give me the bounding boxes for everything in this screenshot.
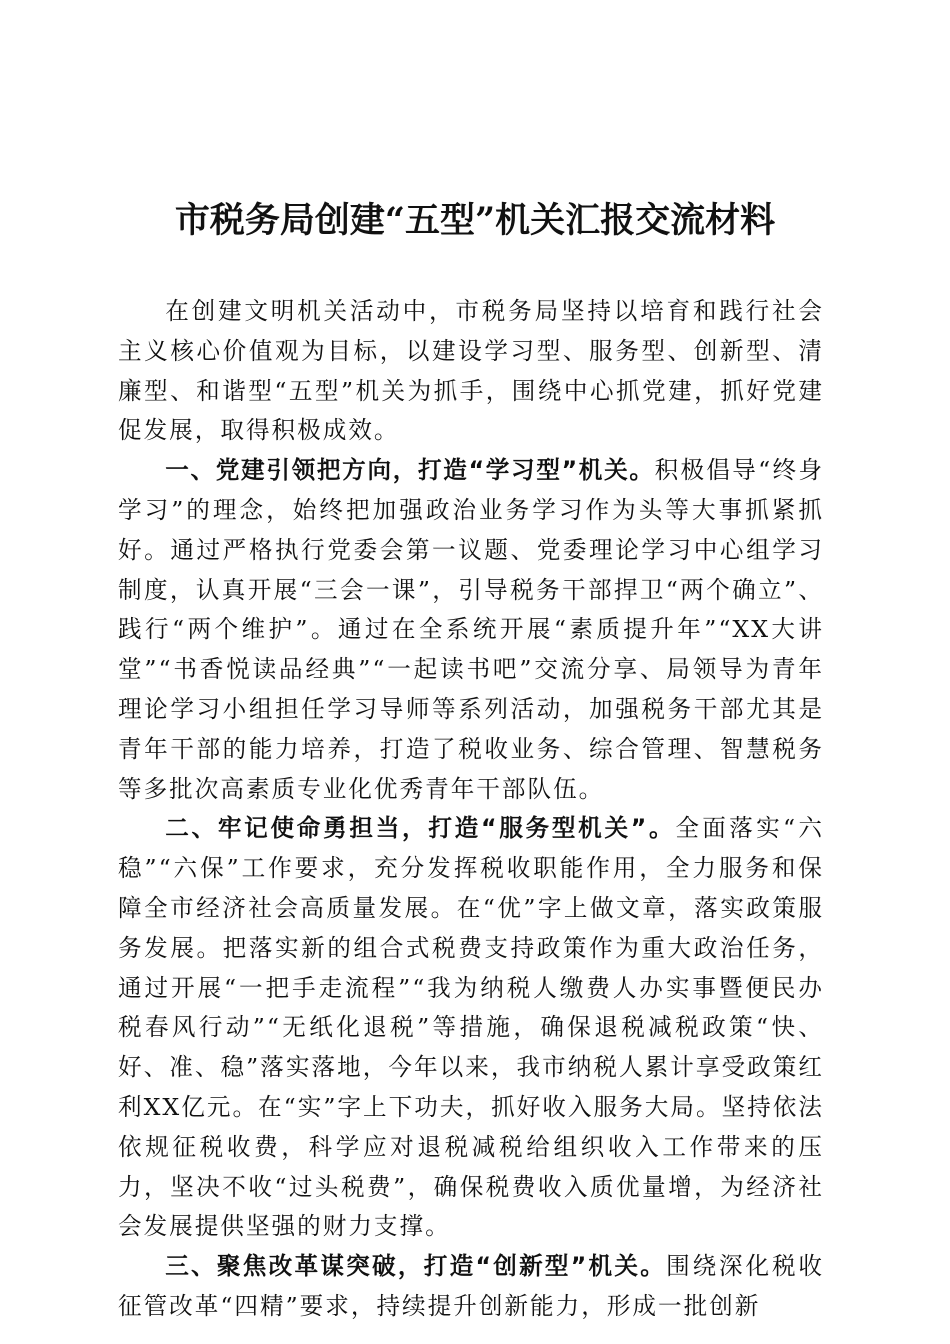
document-body (118, 292, 824, 1327)
section-3-heading: 三、聚焦改革谋突破，打造“创新型”机关。 (165, 1252, 667, 1281)
section-2-text: 全面落实“六稳”“六保”工作要求，充分发挥税收职能作用，全力服务和保障全市经济社会高质量发展。在“优”字上做文章，落实政策服务发展。把落实新的组合式税费支持政策作为重大政治任务，通过开展“一把手走流程”“我为纳税人缴费人办实事暨便民办税春风行动”“无纸化退税”等措施，确保退税减税政策“快、好、准、稳”落实落地，今年以来，我市纳税人累计享受政策红利XX亿元。在“实”字上下功夫，抓好收入服务大局。坚持依法依规征税收费，科学应对退税减税给组织收入工作带来的压力，坚决不收“过头税费”，确保税费收入质优量增，为经济社会发展提供坚强的财力支撑。 (118, 814, 825, 1241)
section-2-heading: 二、牢记使命勇担当，打造“服务型机关”。 (165, 814, 676, 843)
section-1-text: 积极倡导“终身学习”的理念，始终把加强政治业务学习作为头等大事抓紧抓好。通过严格执行党委会第一议题、党委理论学习中心组学习制度，认真开展“三会一课”，引导税务干部捍卫“两个确立”、践行“两个维护”。通过在全系统开展“素质提升年”“XX大讲堂”“书香悦读品经典”“一起读书吧”交流分享、局领导为青年理论学习小组担任学习导师等系列活动，加强税务干部尤其是青年干部的能力培养，打造了税收业务、综合管理、智慧税务等多批次高素质专业化优秀青年干部队伍。 (118, 456, 825, 803)
document-title: 市税务局创建“五型”机关汇报交流材料 (174, 200, 776, 241)
intro-paragraph: 在创建文明机关活动中，市税务局坚持以培育和践行社会主义核心价值观为目标，以建设学习型、服务型、创新型、清廉型、和谐型“五型”机关为抓手，围绕中心抓党建，抓好党建促发展，取得积极成效。 (118, 297, 824, 445)
section-3-text: 围绕深化税收征管改革“四精”要求，持续提升创新能力，形成一批创新 (118, 1252, 824, 1320)
section-2-paragraph (118, 809, 824, 1247)
section-1-heading: 一、党建引领把方向，打造“学习型”机关。 (165, 456, 655, 485)
section-3-paragraph (118, 1247, 824, 1327)
section-1-paragraph (118, 451, 824, 809)
